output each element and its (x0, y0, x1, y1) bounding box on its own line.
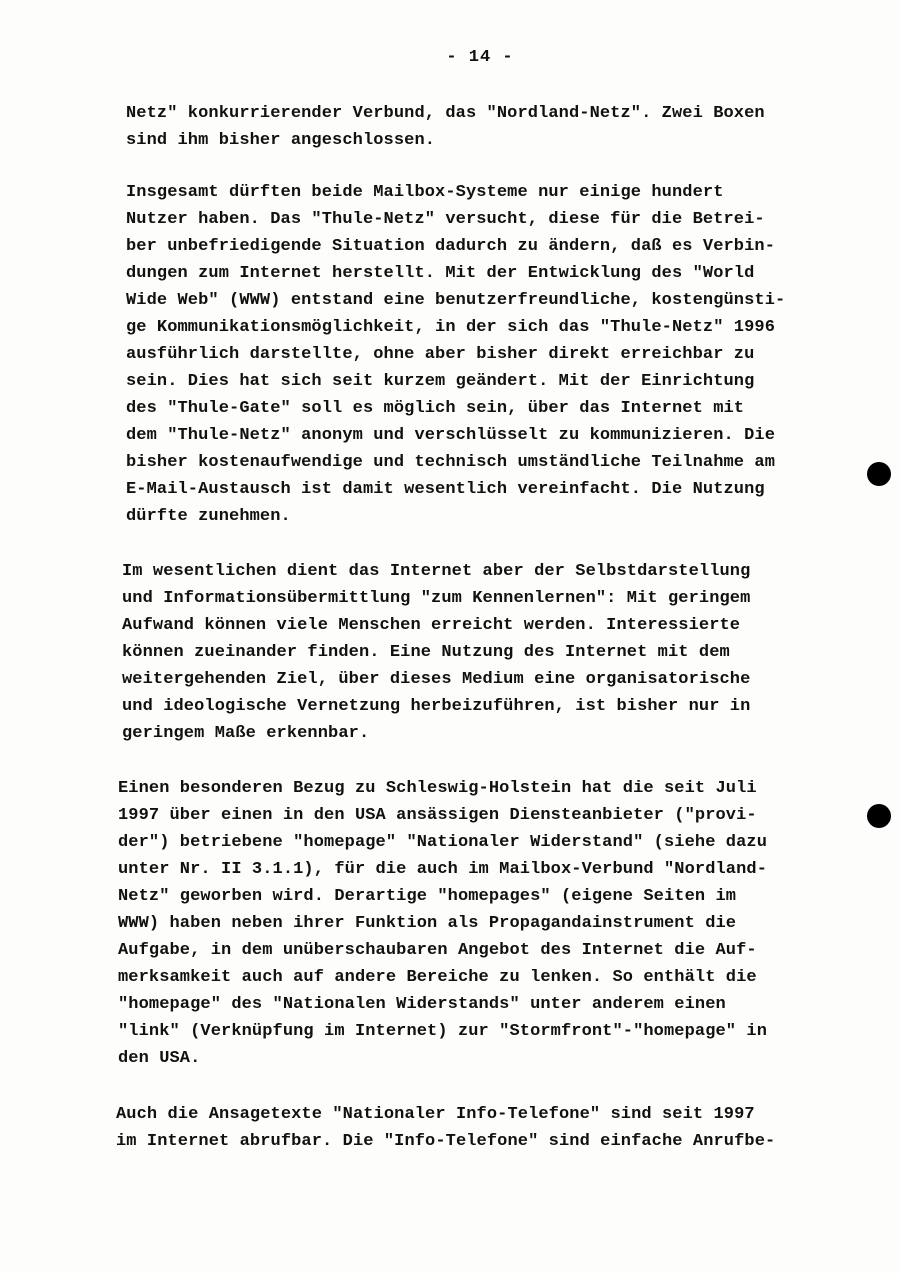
text-line: den USA. (118, 1049, 201, 1068)
paragraph-2 (126, 179, 785, 530)
text-line: können zueinander finden. Eine Nutzung des Internet mit dem (122, 643, 730, 662)
text-line: geringem Maße erkennbar. (122, 724, 370, 743)
page-number: - 14 - (446, 48, 514, 67)
text-line: sind ihm bisher angeschlossen. (126, 131, 436, 150)
text-line: im Internet abrufbar. Die "Info-Telefone" sind einfache Anrufbe- (116, 1132, 776, 1151)
text-line: dürfte zunehmen. (126, 507, 291, 526)
text-line: des "Thule-Gate" soll es möglich sein, über das Internet mit (126, 399, 745, 418)
paragraph-5 (116, 1101, 775, 1155)
text-line: Aufgabe, in dem unüberschaubaren Angebot des Internet die Auf- (118, 941, 757, 960)
text-line: dem "Thule-Netz" anonym und verschlüsselt zu kommunizieren. Die (126, 426, 776, 445)
text-line: Einen besonderen Bezug zu Schleswig-Holstein hat die seit Juli (118, 779, 757, 798)
text-line: ausführlich darstellte, ohne aber bisher direkt erreichbar zu (126, 345, 755, 364)
text-line: merksamkeit auch auf andere Bereiche zu lenken. So enthält die (118, 968, 757, 987)
text-line: und Informationsübermittlung "zum Kennenlernen": Mit geringem (122, 589, 751, 608)
text-line: Netz" geworben wird. Derartige "homepages" (eigene Seiten im (118, 887, 737, 906)
text-line: "link" (Verknüpfung im Internet) zur "Stormfront"-"homepage" in (118, 1022, 768, 1041)
text-line: E-Mail-Austausch ist damit wesentlich vereinfacht. Die Nutzung (126, 480, 765, 499)
text-line: ge Kommunikationsmöglichkeit, in der sich das "Thule-Netz" 1996 (126, 318, 776, 337)
text-line: unter Nr. II 3.1.1), für die auch im Mailbox-Verbund "Nordland- (118, 860, 768, 879)
text-line: und ideologische Vernetzung herbeizuführen, ist bisher nur in (122, 697, 751, 716)
text-line: "homepage" des "Nationalen Widerstands" unter anderem einen (118, 995, 726, 1014)
text-line: Auch die Ansagetexte "Nationaler Info-Telefone" sind seit 1997 (116, 1105, 755, 1124)
text-line: WWW) haben neben ihrer Funktion als Propagandainstrument die (118, 914, 737, 933)
text-line: dungen zum Internet herstellt. Mit der Entwicklung des "World (126, 264, 755, 283)
text-line: Netz" konkurrierender Verbund, das "Nordland-Netz". Zwei Boxen (126, 104, 765, 123)
text-line: Im wesentlichen dient das Internet aber der Selbstdarstellung (122, 562, 751, 581)
text-line: der") betriebene "homepage" "Nationaler Widerstand" (siehe dazu (118, 833, 768, 852)
text-line: 1997 über einen in den USA ansässigen Diensteanbieter ("provi- (118, 806, 757, 825)
text-line: bisher kostenaufwendige und technisch umständliche Teilnahme am (126, 453, 776, 472)
margin-marker-dot (867, 804, 891, 828)
text-line: Insgesamt dürften beide Mailbox-Systeme nur einige hundert (126, 183, 724, 202)
paragraph-3 (122, 558, 750, 747)
text-line: ber unbefriedigende Situation dadurch zu ändern, daß es Verbin- (126, 237, 776, 256)
text-line: sein. Dies hat sich seit kurzem geändert. Mit der Einrichtung (126, 372, 755, 391)
text-line: Wide Web" (WWW) entstand eine benutzerfreundliche, kostengünsti- (126, 291, 786, 310)
text-line: weitergehenden Ziel, über dieses Medium eine organisatorische (122, 670, 751, 689)
text-line: Nutzer haben. Das "Thule-Netz" versucht, diese für die Betrei- (126, 210, 765, 229)
paragraph-1 (126, 100, 765, 154)
paragraph-4 (118, 775, 767, 1072)
margin-marker-dot (867, 462, 891, 486)
text-line: Aufwand können viele Menschen erreicht werden. Interessierte (122, 616, 741, 635)
